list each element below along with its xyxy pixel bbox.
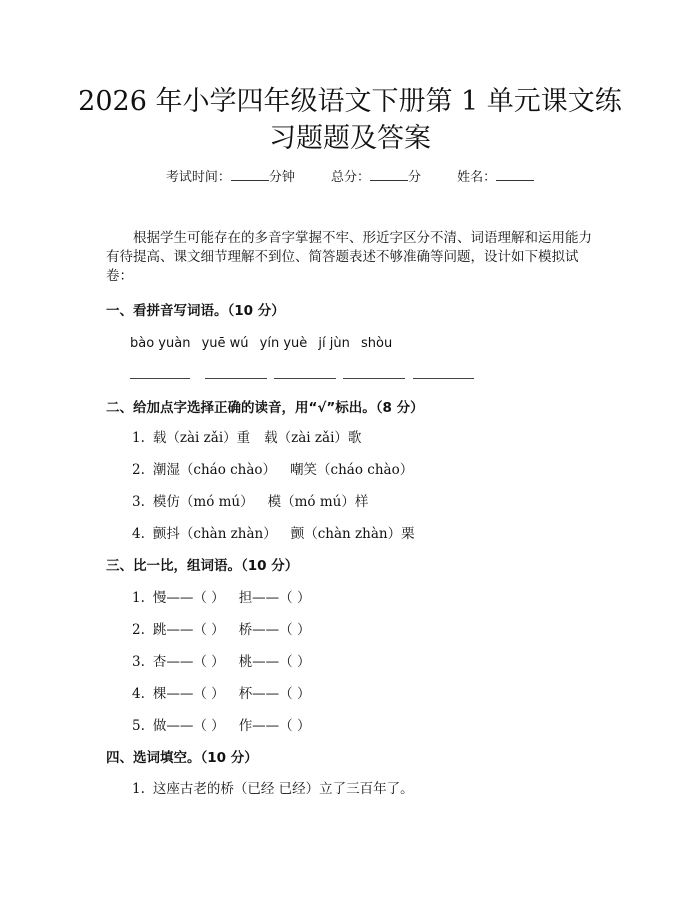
option-a: 模仿（mó mú） [152, 494, 254, 510]
question-number: 1. [132, 430, 145, 446]
answer-blank [205, 378, 267, 379]
option-b: 载（zài zǎi）歌 [264, 430, 362, 446]
score-field [331, 170, 425, 185]
section-2-title: 二、给加点字选择正确的读音，用“√”标出。（8 分） [106, 400, 424, 416]
question-line [132, 652, 310, 672]
question-line [132, 684, 310, 704]
page-title-line-2: 习题题及答案 [269, 123, 431, 154]
question-line [132, 620, 310, 640]
option-b: 模（mó mú）样 [267, 494, 369, 510]
question-number: 5. [132, 718, 145, 734]
question-number: 3. [132, 654, 145, 670]
time-field [166, 170, 299, 185]
option-b: 杯——（ ） [238, 686, 311, 702]
question-number: 4. [132, 686, 145, 702]
time-label: 考试时间： [165, 170, 231, 185]
question-line [132, 492, 368, 512]
option-a: 载（zài zǎi）重 [152, 430, 251, 446]
section-3-title: 三、比一比，组词语。（10 分） [106, 558, 299, 574]
intro-paragraph: 根据学生可能存在的多音字掌握不牢、形近字区分不清、词语理解和运用能力有待提高、课文细节理解不到位、简答题表述不够准确等问题，设计如下模拟试卷： [106, 230, 592, 284]
question-line [132, 779, 414, 799]
option-b: 颤（chàn zhàn）栗 [290, 526, 415, 542]
pinyin-item: jí jùn [318, 336, 350, 351]
option-a: 跳——（ ） [152, 622, 225, 638]
section-1-title: 一、看拼音写词语。（10 分） [106, 303, 285, 319]
name-label: 姓名： [457, 170, 497, 185]
pinyin-item: yín yuè [259, 336, 308, 351]
question-number: 1. [132, 590, 145, 606]
option-a: 杏——（ ） [152, 654, 225, 670]
option-a: 棵——（ ） [152, 686, 225, 702]
page-title-line-1: 2026 年小学四年级语文下册第 1 单元课文练 [78, 86, 622, 117]
answer-blank [130, 378, 190, 379]
answer-lines [130, 378, 490, 382]
exam-meta [0, 168, 700, 188]
question-number: 2. [132, 462, 145, 478]
score-blank [370, 168, 408, 181]
section-4-title: 四、选词填空。（10 分） [106, 750, 258, 766]
name-field [457, 170, 534, 185]
option-a: 做——（ ） [152, 718, 225, 734]
answer-blank [343, 378, 405, 379]
option-a: 颤抖（chàn zhàn） [152, 526, 277, 542]
answer-blank [413, 378, 474, 379]
score-unit: 分 [408, 170, 422, 185]
option-a: 慢——（ ） [152, 590, 225, 606]
question-number: 3. [132, 494, 145, 510]
pinyin-item: shòu [361, 336, 393, 351]
answer-blank [274, 378, 336, 379]
option-a: 潮湿（cháo chào） [152, 462, 277, 478]
question-number: 4. [132, 526, 145, 542]
option-b: 担——（ ） [238, 590, 311, 606]
question-text: 这座古老的桥（已经 已经）立了三百年了。 [152, 781, 414, 797]
name-blank [496, 168, 534, 181]
option-b: 桥——（ ） [238, 622, 311, 638]
question-line [132, 524, 415, 544]
time-blank [231, 168, 269, 181]
question-line [132, 716, 310, 736]
option-b: 嘲笑（cháo chào） [290, 462, 414, 478]
pinyin-item: bào yuàn [130, 336, 191, 351]
time-unit: 分钟 [268, 170, 295, 185]
question-number: 1. [132, 781, 145, 797]
question-line [132, 588, 310, 608]
option-b: 桃——（ ） [238, 654, 311, 670]
pinyin-item: yuē wú [201, 336, 249, 351]
question-number: 2. [132, 622, 145, 638]
question-line [132, 428, 361, 448]
option-b: 作——（ ） [238, 718, 311, 734]
question-line [132, 460, 413, 480]
pinyin-row [130, 334, 399, 354]
score-label: 总分： [330, 170, 370, 185]
